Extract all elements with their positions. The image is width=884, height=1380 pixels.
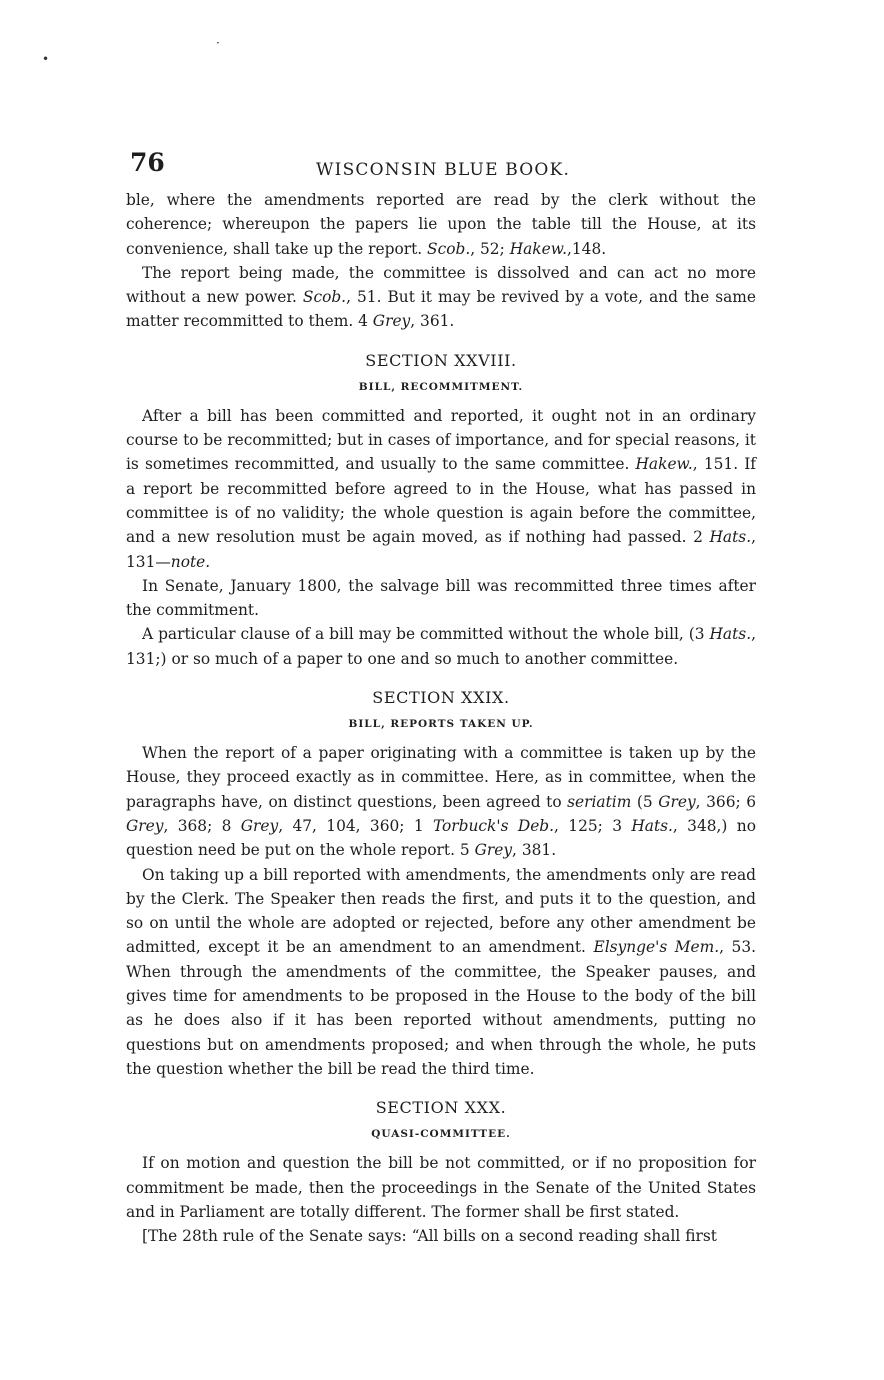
citation-italic: Torbuck's Deb. <box>432 816 555 835</box>
paragraph: [The 28th rule of the Senate says: “All bills on a second reading shall first <box>142 1227 717 1246</box>
citation-italic: Elsynge's Mem. <box>593 938 720 957</box>
citation-italic: Grey <box>240 816 279 835</box>
citation-italic: Grey <box>474 841 513 860</box>
paragraph: A particular clause of a bill may be committed without the whole bill, (3 Hats., 131;) or so much of a paper to one and so much to another committee. <box>126 625 756 668</box>
citation-italic: Scob. <box>302 288 347 307</box>
citation-italic: Hats. <box>709 625 752 644</box>
page-speck-mark: • <box>42 52 50 66</box>
paragraph: When the report of a paper originating with a committee is taken up by the House, they proceed exactly as in committee. Here, as in committee, when the paragraphs have, on distinct questions, been agreed to seriatim (5 Grey, 366; 6 Grey, 368; 8 Grey, 47, 104, 360; 1 Torbuck's Deb., 125; 3 Hats., 348,) no question need be put on the whole report. 5 Grey, 381. <box>126 744 757 860</box>
paragraph: ble, where the amendments reported are read by the clerk without the coherence; whereupon the papers lie upon the table till the House, at its convenience, shall take up the report. Scob., 52; Hakew.,148. <box>126 191 756 258</box>
paragraph: In Senate, January 1800, the salvage bill was recommitted three times after the commitment. <box>126 576 756 620</box>
section-title: SECTION XXVIII. <box>365 350 517 370</box>
page-speck-mark: · <box>216 36 220 50</box>
section-subtitle: QUASI-COMMITTEE. <box>371 1128 511 1141</box>
paragraph: The report being made, the committee is dissolved and can act no more without a new power. Scob., 51. But it may be revived by a vote, and the same matter recommitted to them. 4 Grey, 361. <box>126 263 756 331</box>
paragraph: If on motion and question the bill be not committed, or if no proposition for commitment be made, then the proceedings in the Senate of the United States and in Parliament are totally different. The former shall be first stated. <box>126 1154 756 1221</box>
citation-italic: Grey <box>658 792 696 811</box>
paragraph: After a bill has been committed and reported, it ought not in an ordinary course to be recommitted; but in cases of importance, and for special reasons, it is sometimes recommitted, and usually to the same committee. Hakew., 151. If a report be recommitted before agreed to in the House, what has passed in committee is of no validity; the whole question is again before the committee, and a new resolution must be again moved, as if nothing had passed. 2 Hats., 131—note. <box>126 406 756 571</box>
citation-italic: note. <box>170 552 211 571</box>
citation-italic: Scob. <box>427 239 471 258</box>
citation-italic: Grey <box>126 816 164 835</box>
section-title: SECTION XXIX. <box>372 688 510 708</box>
paragraph: On taking up a bill reported with amendments, the amendments only are read by the Clerk. The Speaker then reads the first, and puts it to the question, and so on until the whole are adopted or rejected, before any other amendment be admitted, except it be an amendment to an amendment. Elsynge's Mem., 53. When through the amendments of the committee, the Speaker pauses, and gives time for amendments to be proposed in the House to the body of the bill as he does also if it has been reported without amendments, putting no questions but on amendments proposed; and when through the whole, he puts the question whether the bill be read the third time. <box>126 865 757 1078</box>
section-subtitle: BILL, REPORTS TAKEN UP. <box>348 718 534 731</box>
page-header <box>126 148 756 188</box>
sections-container <box>126 346 756 1249</box>
citation-italic: Hats. <box>631 816 673 835</box>
section-subtitle: BILL, RECOMMITMENT. <box>358 380 524 393</box>
citation-italic: Grey <box>372 312 411 331</box>
section-title: SECTION XXX. <box>375 1098 507 1118</box>
page-number: 76 <box>130 148 165 177</box>
citation-italic: seriatim <box>567 792 632 811</box>
citation-italic: Hakew. <box>635 455 693 474</box>
document-page <box>126 148 756 1248</box>
citation-italic: Hakew. <box>509 239 567 258</box>
running-head: WISCONSIN BLUE BOOK. <box>316 160 571 180</box>
intro-text <box>126 188 756 334</box>
citation-italic: Hats. <box>709 528 752 547</box>
